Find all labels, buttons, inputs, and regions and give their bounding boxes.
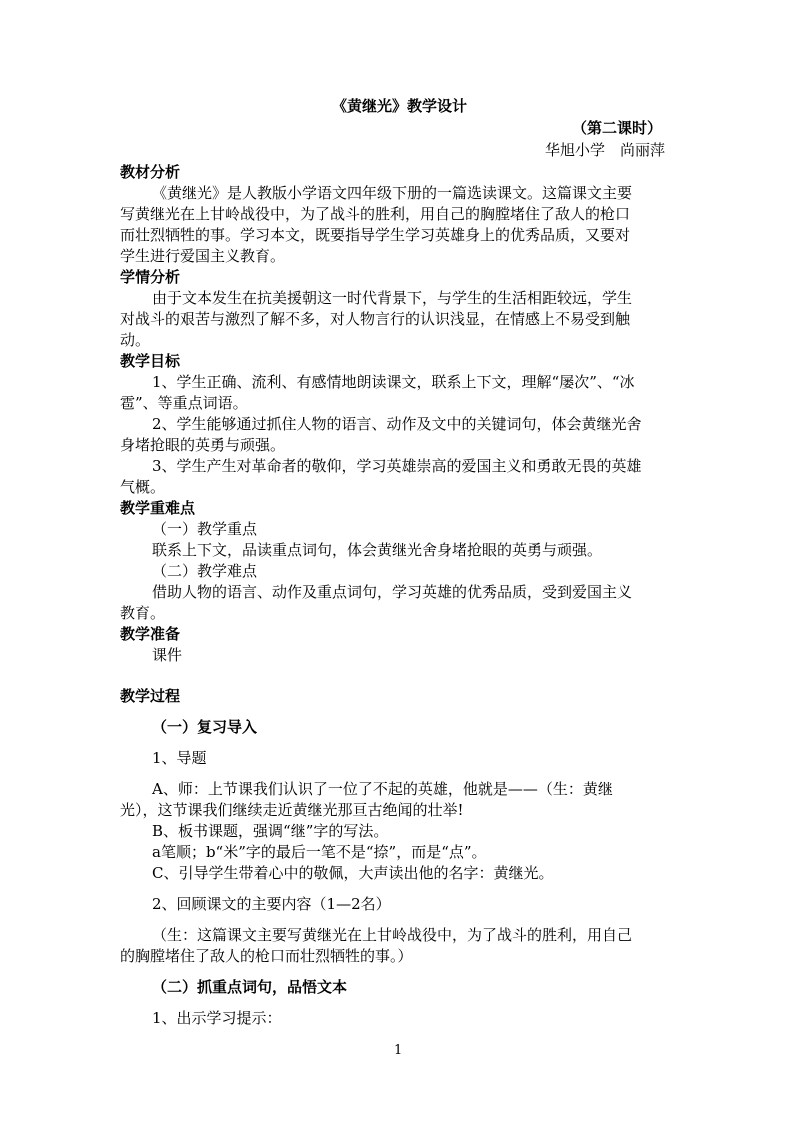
heading-objectives: 教学目标 bbox=[120, 352, 181, 370]
difficult-points-label: （二）教学难点 bbox=[152, 562, 258, 580]
process-item-line: 的胸膛堵住了敌人的枪口而壮烈牺牲的事。） bbox=[120, 947, 413, 965]
page-number: 1 bbox=[394, 1043, 403, 1058]
key-points-label: （一）教学重点 bbox=[152, 520, 258, 538]
objective-line: 2、学生能够通过抓住人物的语言、动作及文中的关键词句，体会黄继光舍 bbox=[152, 415, 642, 433]
heading-process: 教学过程 bbox=[120, 687, 181, 705]
paragraph-line: 由于文本发生在抗美援朝这一时代背景下，与学生的生活相距较远，学生 bbox=[152, 289, 633, 307]
process-part1-label: （一）复习导入 bbox=[152, 718, 258, 736]
process-item: 1、导题 bbox=[152, 749, 207, 767]
paragraph-line: 《黄继光》是人教版小学语文四年级下册的一篇选读课文。这篇课文主要 bbox=[152, 184, 633, 202]
process-item-line: 光），这节课我们继续走近黄继光那亘古绝闻的壮举! bbox=[120, 801, 464, 819]
paragraph-line: 对战斗的艰苦与激烈了解不多，对人物言行的认识浅显，在情感上不易受到触 bbox=[120, 310, 631, 328]
objective-line: 气概。 bbox=[120, 478, 166, 496]
paragraph-line: 写黄继光在上甘岭战役中，为了战斗的胜利，用自己的胸膛堵住了敌人的枪口 bbox=[120, 205, 631, 223]
paragraph-line: 动。 bbox=[120, 331, 151, 349]
objective-line: 3、学生产生对革命者的敬仰，学习英雄崇高的爱国主义和勇敢无畏的英雄 bbox=[152, 457, 642, 475]
process-item-line: a笔顺；b“米”字的最后一笔不是“捺”，而是“点”。 bbox=[152, 843, 487, 861]
difficult-points-line: 教育。 bbox=[120, 604, 166, 622]
objective-line: 身堵抢眼的英勇与顽强。 bbox=[120, 436, 286, 454]
document-title: 《黄继光》教学设计 bbox=[332, 97, 468, 115]
heading-material-analysis: 教材分析 bbox=[120, 163, 181, 181]
process-item-line: B、板书课题，强调“继”字的写法。 bbox=[152, 822, 389, 840]
paragraph-line: 学生进行爱国主义教育。 bbox=[120, 247, 286, 265]
objective-line: 雹”、等重点词语。 bbox=[120, 394, 248, 412]
objective-line: 1、学生正确、流利、有感情地朗读课文，联系上下文，理解“屡次”、“冰 bbox=[152, 373, 635, 391]
process-item: 1、出示学习提示： bbox=[152, 1009, 282, 1027]
preparation-text: 课件 bbox=[152, 646, 183, 664]
heading-learner-analysis: 学情分析 bbox=[120, 268, 181, 286]
key-points-text: 联系上下文，品读重点词句，体会黄继光舍身堵抢眼的英勇与顽强。 bbox=[152, 541, 603, 559]
process-item-line: （生：这篇课文主要写黄继光在上甘岭战役中，为了战斗的胜利，用自己 bbox=[152, 926, 633, 944]
difficult-points-line: 借助人物的语言、动作及重点词句，学习英雄的优秀品质，受到爱国主义 bbox=[152, 583, 633, 601]
heading-preparation: 教学准备 bbox=[120, 625, 181, 643]
process-item: 2、回顾课文的主要内容（1—2名） bbox=[152, 895, 391, 913]
session-label: （第二课时） bbox=[572, 119, 663, 137]
process-part2-label: （二）抓重点词句，品悟文本 bbox=[152, 978, 348, 996]
process-item-line: C、引导学生带着心中的敬佩，大声读出他的名字：黄继光。 bbox=[152, 864, 554, 882]
process-item-line: A、师：上节课我们认识了一位了不起的英雄，他就是——（生：黄继 bbox=[152, 780, 613, 798]
author-line: 华旭小学 尚丽萍 bbox=[545, 141, 666, 159]
paragraph-line: 而壮烈牺牲的事。学习本文，既要指导学生学习英雄身上的优秀品质，又要对 bbox=[120, 226, 631, 244]
heading-key-difficult: 教学重难点 bbox=[120, 499, 196, 517]
